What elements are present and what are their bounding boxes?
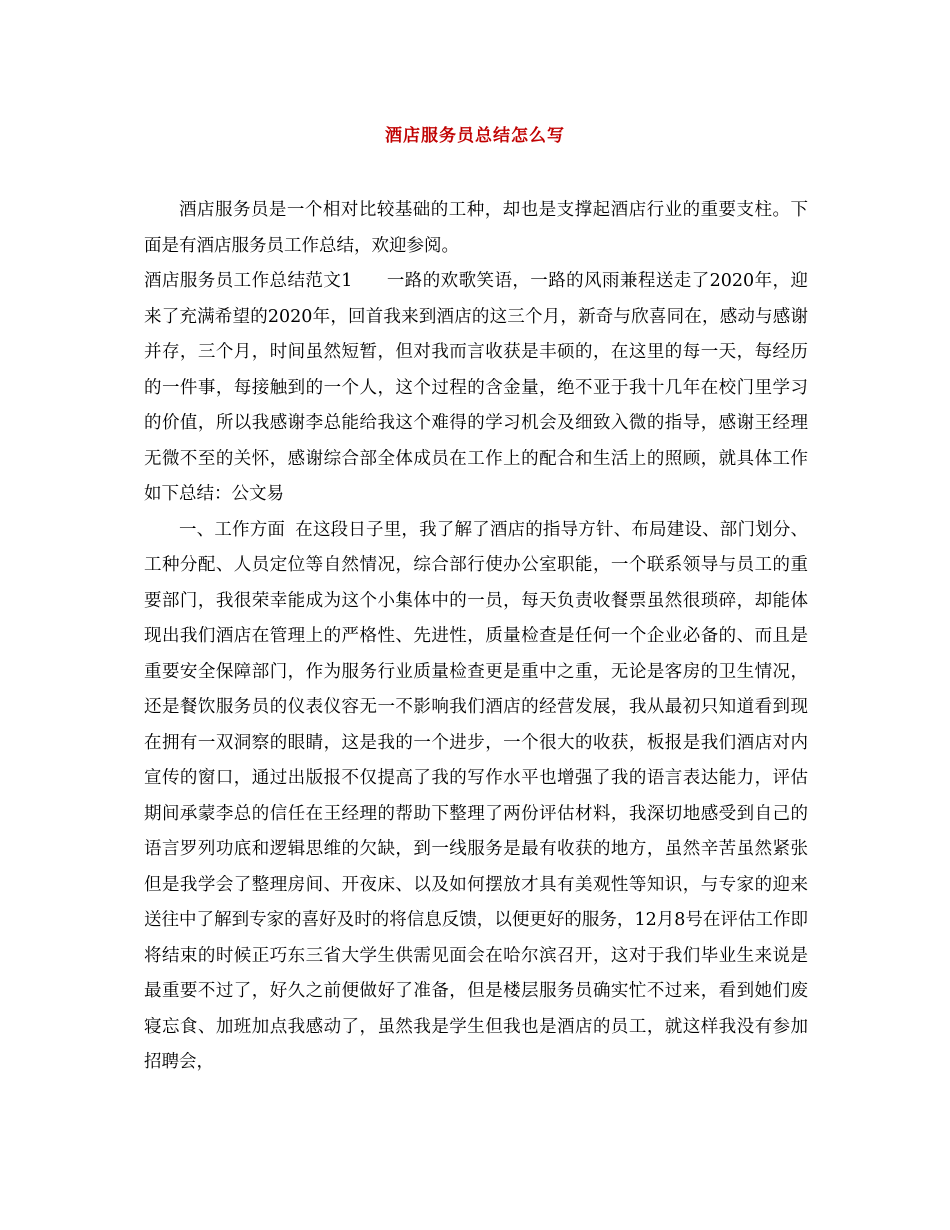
section1-text: 一路的欢歌笑语，一路的风雨兼程送走了2020年，迎来了充满希望的2020年，回首我来到酒店的这三个月，新奇与欣喜同在，感动与感谢并存，三个月，时间虽然短暂，但对我而言收获是丰硕的，在这里的每一天，每经历的一件事，每接触到的一个人，这个过程的含金量，绝不亚于我十几年在校门里学习的价值，所以我感谢李总能给我这个难得的学习机会及细致入微的指导，感谢王经理无微不至的关怀，感谢综合部全体成员在工作上的配合和生活上的照顾，就具体工作如下总结：公文易 <box>144 271 808 504</box>
part1-text: 在这段日子里，我了解了酒店的指导方针、布局建设、部门划分、工种分配、人员定位等自然情况，综合部行使办公室职能，一个联系领导与员工的重要部门，我很荣幸能成为这个小集体中的一员，每天负责收餐票虽然很琐碎，却能体现出我们酒店在管理上的严格性、先进性，质量检查是任何一个企业必备的、而且是重要安全保障部门，作为服务行业质量检查更是重中之重，无论是客房的卫生情况，还是餐饮服务员的仪表仪容无一不影响我们酒店的经营发展，我从最初只知道看到现在拥有一双洞察的眼睛，这是我的一个进步，一个很大的收获，板报是我们酒店对内宣传的窗口，通过出版报不仅提高了我的写作水平也增强了我的语言表达能力，评估期间承蒙李总的信任在王经理的帮助下整理了两份评估材料，我深切地感受到自己的语言罗列功底和逻辑思维的欠缺，到一线服务是最有收获的地方，虽然辛苦虽然紧张但是我学会了整理房间、开夜床、以及如何摆放才具有美观性等知识，与专家的迎来送往中了解到专家的喜好及时的将信息反馈，以便更好的服务，12月8号在评估工作即将结束的时候正巧东三省大学生供需见面会在哈尔滨召开，这对于我们毕业生来说是最重要不过了，好久之前便做好了准备，但是楼层服务员确实忙不过来，看到她们废寝忘食、加班加点我感动了，虽然我是学生但我也是酒店的员工，就这样我没有参加招聘会， <box>144 519 809 1072</box>
section1-heading: 酒店服务员工作总结范文1 <box>144 271 353 291</box>
part1-heading: 一、工作方面 <box>179 519 286 540</box>
part1-paragraph <box>144 513 808 1081</box>
document-title: 酒店服务员总结怎么写 <box>385 126 565 146</box>
section1-paragraph <box>144 264 808 513</box>
intro-paragraph: 酒店服务员是一个相对比较基础的工种，却也是支撑起酒店行业的重要支柱。下面是有酒店服务员工作总结，欢迎参阅。 <box>144 200 808 256</box>
document-body <box>144 193 808 1081</box>
